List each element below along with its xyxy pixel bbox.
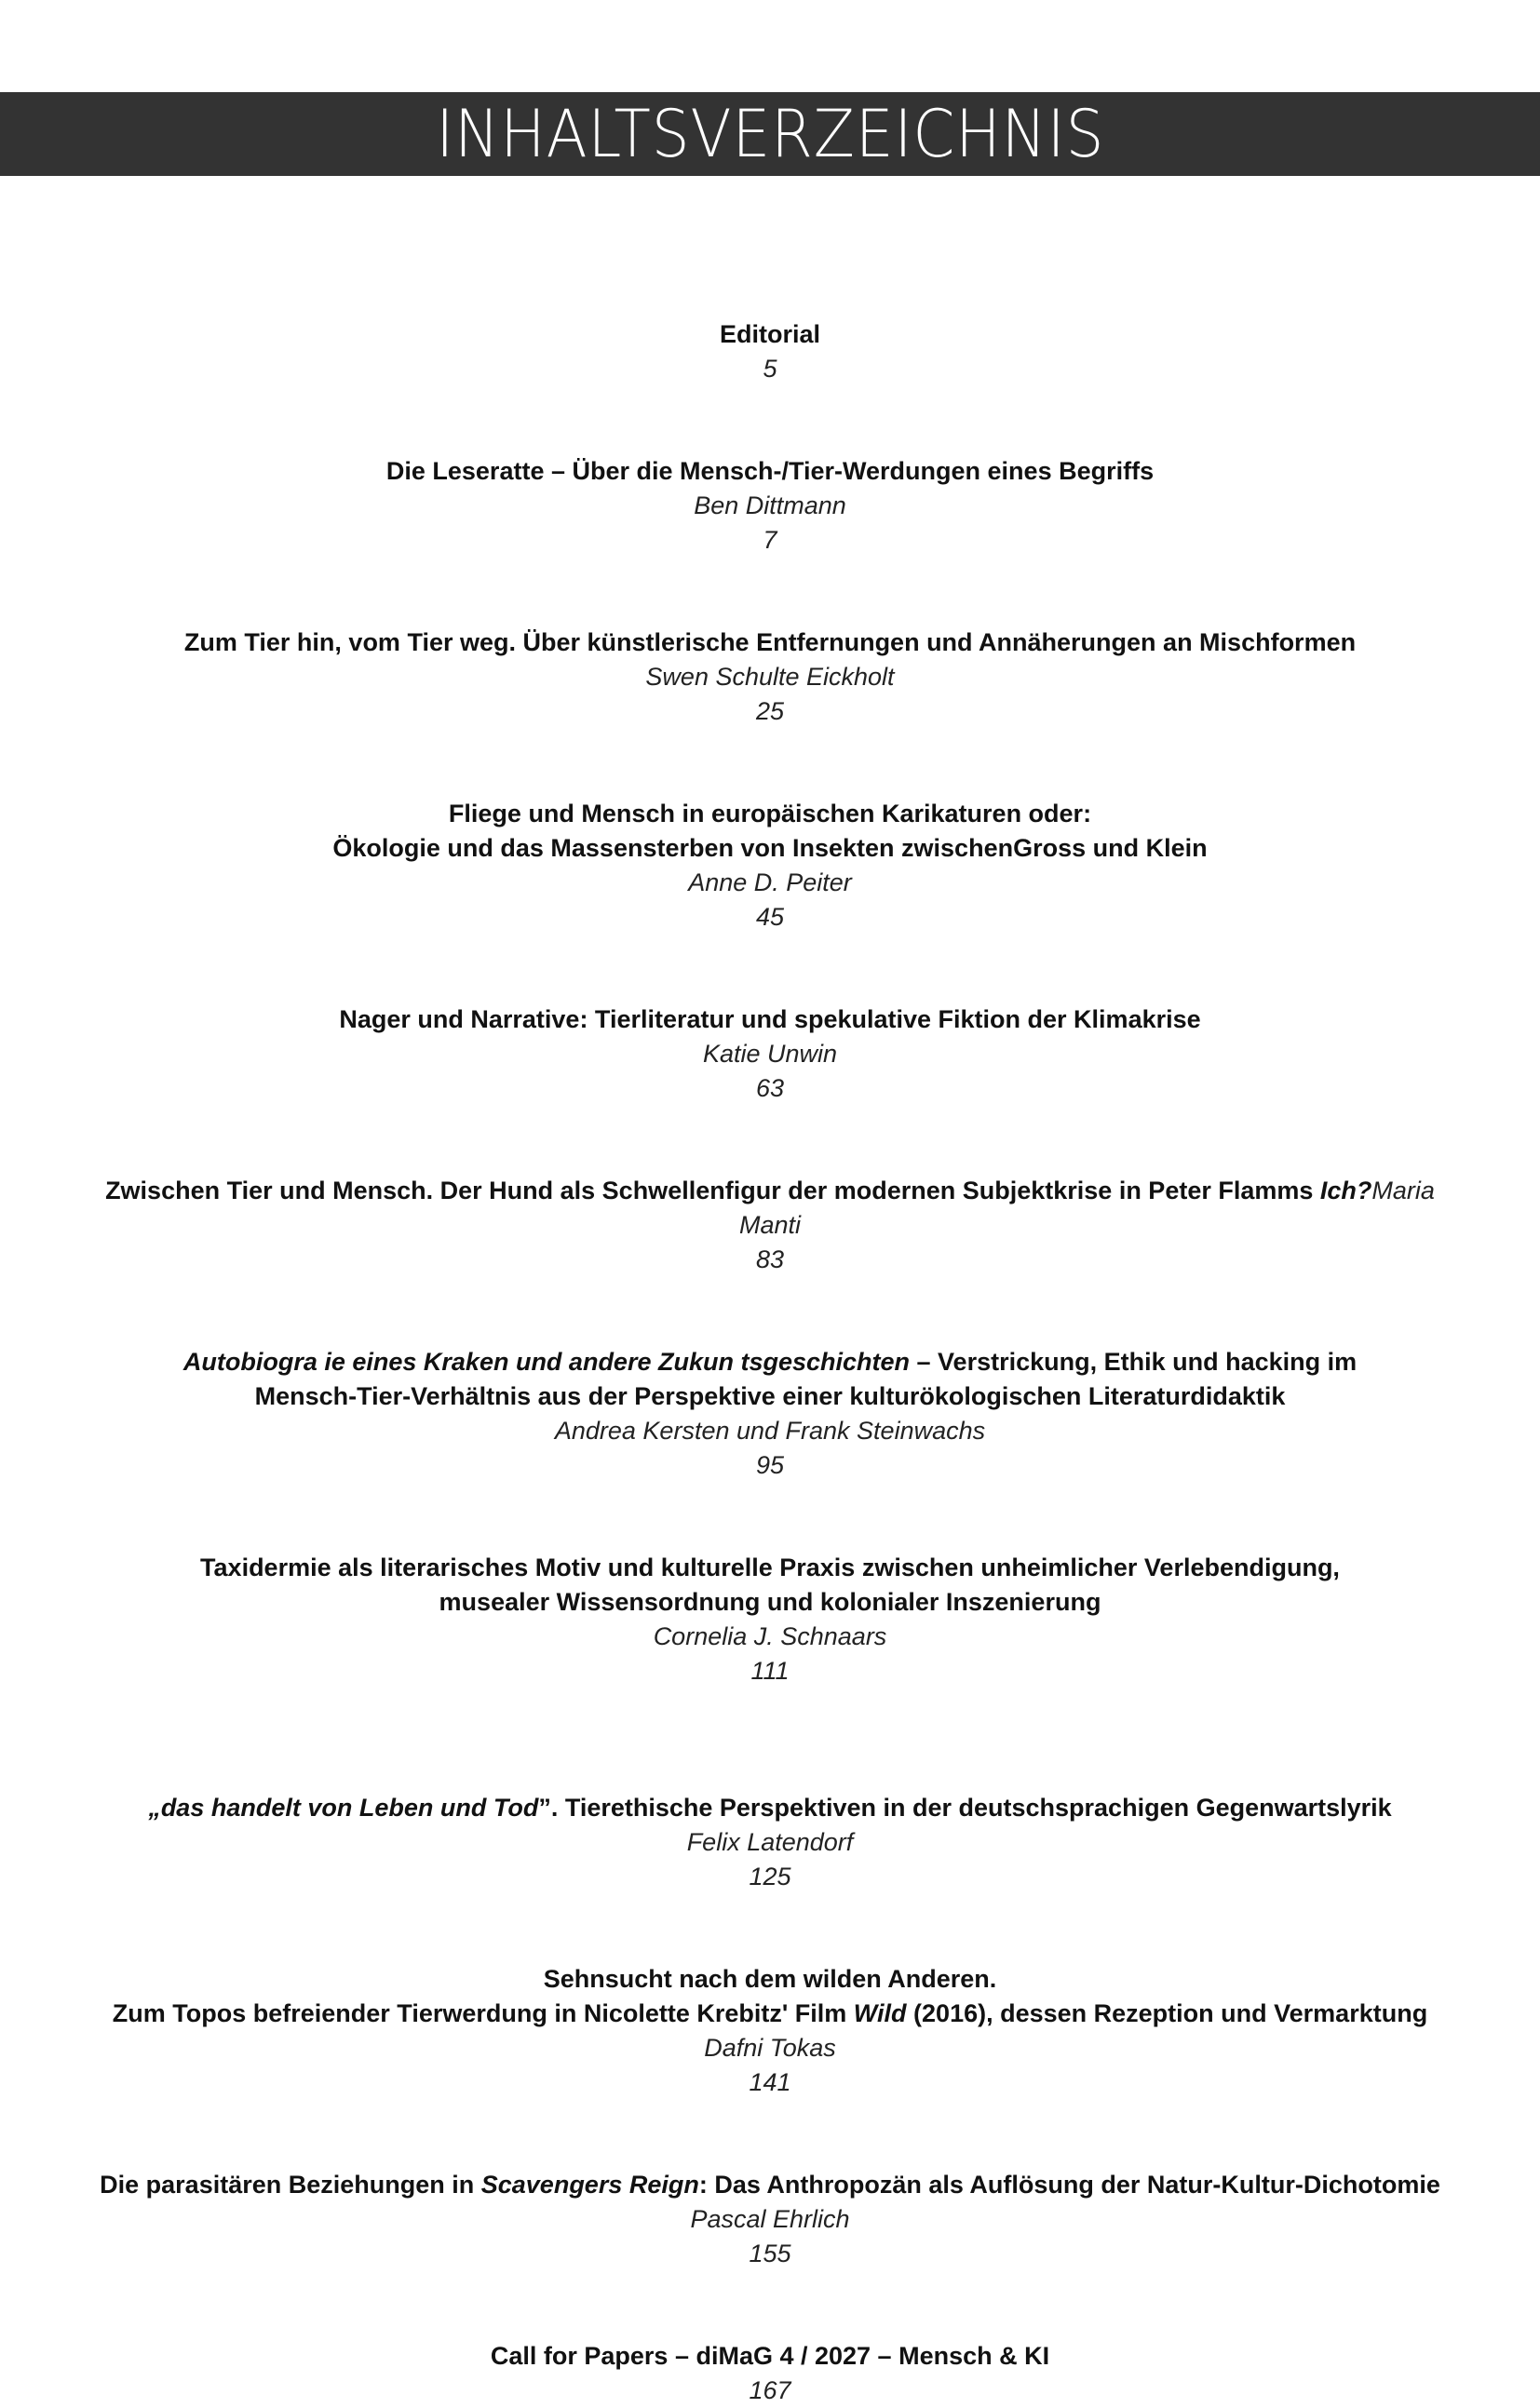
entry-author: Andrea Kersten und Frank Steinwachs bbox=[554, 1417, 986, 1445]
toc-entry bbox=[0, 1345, 1540, 1483]
toc-entry bbox=[0, 1002, 1540, 1106]
toc-entry bbox=[0, 1962, 1540, 2100]
entry-title-italic: Wild bbox=[853, 1999, 907, 2027]
entry-title-line1 bbox=[0, 1174, 1540, 1208]
entry-page: 5 bbox=[763, 355, 777, 383]
entry-title-line1 bbox=[0, 1345, 1540, 1379]
entry-title-post: (2016), dessen Rezeption und Vermarktung bbox=[906, 1999, 1428, 2027]
entry-page: 111 bbox=[750, 1657, 790, 1685]
toc-entry-call-for-papers bbox=[0, 2339, 1540, 2408]
entry-page: 95 bbox=[755, 1451, 785, 1479]
entry-author: Ben Dittmann bbox=[694, 491, 846, 519]
entry-title-italic: Scavengers Reign bbox=[480, 2171, 699, 2199]
entry-author: Katie Unwin bbox=[702, 1040, 838, 1068]
toc-entry bbox=[0, 1174, 1540, 1277]
page-title: INHALTSVERZEICHNIS bbox=[435, 96, 1105, 172]
entry-title-line2: musealer Wissensordnung und kolonialer Inszenierung bbox=[439, 1588, 1101, 1616]
entry-author: Dafni Tokas bbox=[704, 2034, 836, 2062]
toc-entry bbox=[0, 1551, 1540, 1688]
entry-page: 141 bbox=[749, 2068, 791, 2096]
entry-page: 83 bbox=[755, 1245, 785, 1273]
entry-author-part1: Maria bbox=[1371, 1177, 1435, 1204]
entry-title-rest: ”. Tierethische Perspektiven in der deutschsprachigen Gegenwartslyrik bbox=[538, 1794, 1392, 1822]
entry-title: Nager und Narrative: Tierliteratur und spekulative Fiktion der Klimakrise bbox=[339, 1005, 1201, 1033]
toc-entry bbox=[0, 797, 1540, 935]
entry-page: 63 bbox=[755, 1074, 785, 1102]
entry-page: 155 bbox=[749, 2240, 791, 2267]
entry-title: Zum Tier hin, vom Tier weg. Über künstlerische Entfernungen und Annäherungen an Mischformen bbox=[183, 628, 1357, 656]
entry-title-italic: Ich? bbox=[1319, 1177, 1372, 1204]
entry-author: Swen Schulte Eickholt bbox=[645, 663, 895, 691]
entry-title-post: : Das Anthropozän als Auflösung der Natur-Kultur-Dichotomie bbox=[698, 2171, 1440, 2199]
entry-title-pre: Die parasitären Beziehungen in bbox=[100, 2171, 481, 2199]
entry-title: Die Leseratte – Über die Mensch-/Tier-Werdungen eines Begriffs bbox=[385, 457, 1155, 485]
entry-page: 45 bbox=[755, 903, 785, 931]
entry-author: Pascal Ehrlich bbox=[690, 2205, 850, 2233]
entry-title-rest: – Verstrickung, Ethik und hacking im bbox=[910, 1348, 1358, 1376]
entry-title: Zwischen Tier und Mensch. Der Hund als Schwellenfigur der modernen Subjektkrise in Peter Flamms bbox=[105, 1177, 1320, 1204]
entry-author: Felix Latendorf bbox=[686, 1828, 854, 1856]
entry-author: Anne D. Peiter bbox=[688, 868, 852, 896]
entry-title-line1 bbox=[0, 2168, 1540, 2202]
entry-page: 25 bbox=[755, 697, 785, 725]
entry-page: 125 bbox=[749, 1863, 791, 1890]
toc-entry bbox=[0, 1791, 1540, 1894]
entry-title: Editorial bbox=[719, 320, 820, 348]
entry-title-line2: Mensch-Tier-Verhältnis aus der Perspektive einer kulturökologischen Literaturdidaktik bbox=[254, 1382, 1286, 1410]
entry-title-line2: Ökologie und das Massensterben von Insekten zwischenGross und Klein bbox=[332, 834, 1208, 862]
entry-title-pre: Zum Topos befreiender Tierwerdung in Nicolette Krebitz' Film bbox=[112, 1999, 854, 2027]
entry-title-italic: „das handelt von Leben und Tod bbox=[148, 1794, 539, 1822]
entry-title-line1 bbox=[0, 1791, 1540, 1825]
entry-title-line1: Sehnsucht nach dem wilden Anderen. bbox=[543, 1965, 997, 1993]
toc-entry bbox=[0, 2168, 1540, 2271]
toc-entry-editorial bbox=[0, 317, 1540, 386]
toc-entry bbox=[0, 626, 1540, 729]
entry-title-italic: Autobiogra ie eines Kraken und andere Zukun tsgeschichten bbox=[182, 1348, 911, 1376]
title-bar bbox=[0, 92, 1540, 176]
entry-title-line1: Fliege und Mensch in europäischen Karikaturen oder: bbox=[448, 800, 1092, 827]
entry-author-part2: Manti bbox=[738, 1211, 802, 1239]
entry-page: 7 bbox=[763, 526, 777, 554]
table-of-contents bbox=[0, 317, 1540, 2408]
entry-title-line2 bbox=[0, 1997, 1540, 2031]
entry-page: 167 bbox=[749, 2376, 791, 2404]
entry-author: Cornelia J. Schnaars bbox=[653, 1622, 887, 1650]
entry-title: Call for Papers – diMaG 4 / 2027 – Mensch & KI bbox=[490, 2342, 1050, 2370]
toc-entry bbox=[0, 454, 1540, 558]
entry-title-line1: Taxidermie als literarisches Motiv und kulturelle Praxis zwischen unheimlicher Verlebendigung, bbox=[200, 1554, 1340, 1581]
